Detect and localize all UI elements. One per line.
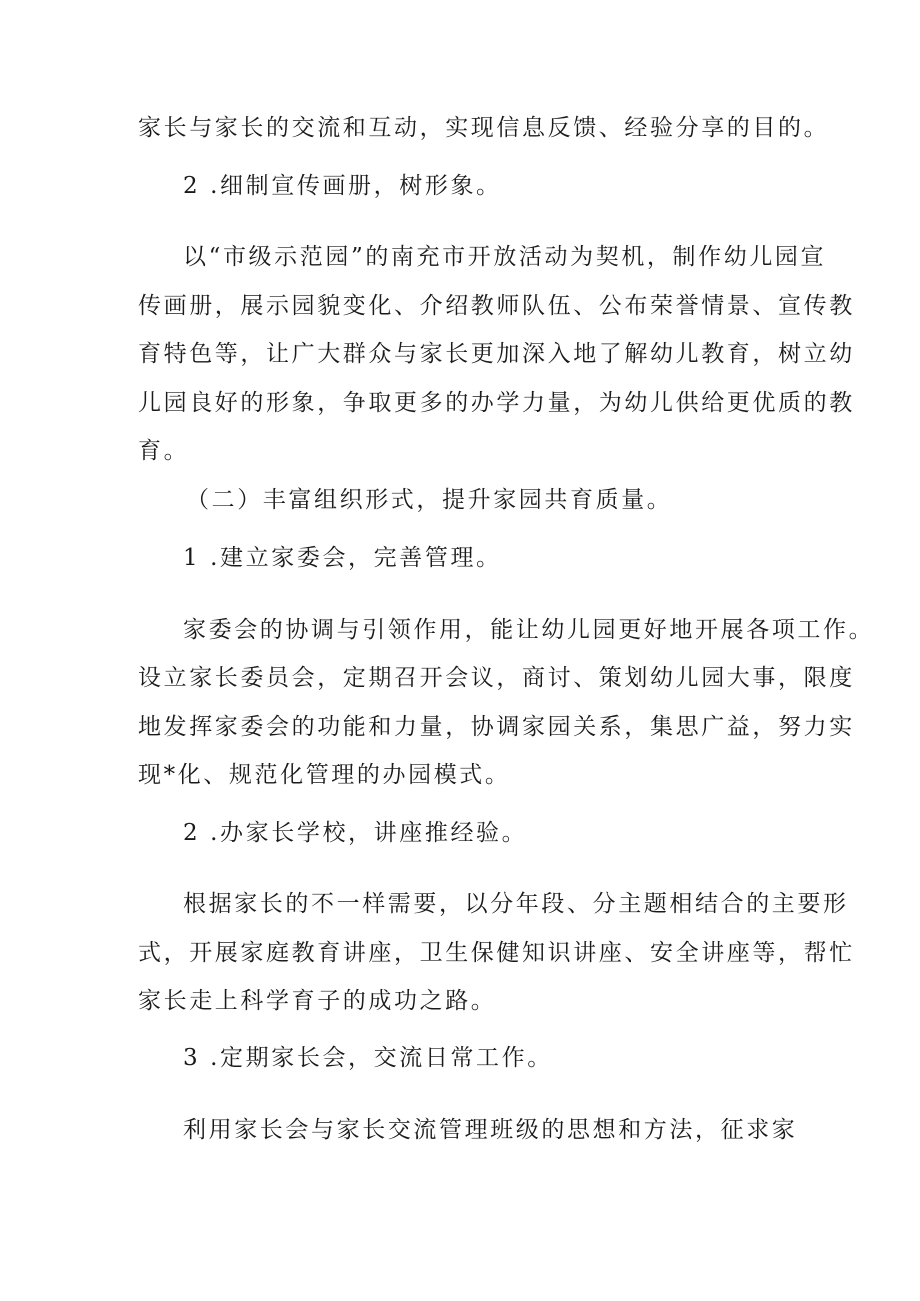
section-heading: （二）丰富组织形式，提升家园共育质量。 [186, 487, 673, 513]
subheading: 2 .细制宣传画册，树形象。 [183, 173, 502, 199]
paragraph-line: 家长与家长的交流和互动，实现信息反馈、经验分享的目的。 [138, 115, 830, 141]
paragraph-line: 育特色等，让广大群众与家长更加深入地了解幼儿教育，树立幼 [138, 341, 855, 367]
paragraph-line: 家长走上科学育子的成功之路。 [138, 988, 497, 1014]
paragraph-line: 式，开展家庭教育讲座，卫生保健知识讲座、安全讲座等，帮忙 [138, 940, 855, 966]
paragraph-line: 儿园良好的形象，争取更多的办学力量，为幼儿供给更优质的教 [138, 390, 855, 416]
paragraph-line: 以“市级示范园”的南充市开放活动为契机，制作幼儿园宣 [183, 244, 827, 270]
paragraph-line: 设立家长委员会，定期召开会议，商讨、策划幼儿园大事，限度 [138, 665, 855, 691]
paragraph-line: 根据家长的不一样需要，以分年段、分主题相结合的主要形 [183, 891, 849, 917]
subheading: 2 .办家长学校，讲座推经验。 [183, 820, 528, 846]
subheading: 1 .建立家委会，完善管理。 [183, 545, 502, 571]
paragraph-line: 育。 [138, 438, 190, 464]
paragraph-line: 地发挥家委会的功能和力量，协调家园关系，集思广益，努力实 [138, 714, 855, 740]
paragraph-line: 现*化、规范化管理的办园模式。 [138, 762, 511, 788]
paragraph-line: 传画册，展示园貌变化、介绍教师队伍、公布荣誉情景、宣传教 [138, 293, 855, 319]
paragraph-line: 家委会的协调与引领作用，能让幼儿园更好地开展各项工作。 [183, 617, 875, 643]
subheading: 3 .定期家长会，交流日常工作。 [183, 1045, 553, 1071]
paragraph-line: 利用家长会与家长交流管理班级的思想和方法，征求家 [183, 1117, 798, 1143]
